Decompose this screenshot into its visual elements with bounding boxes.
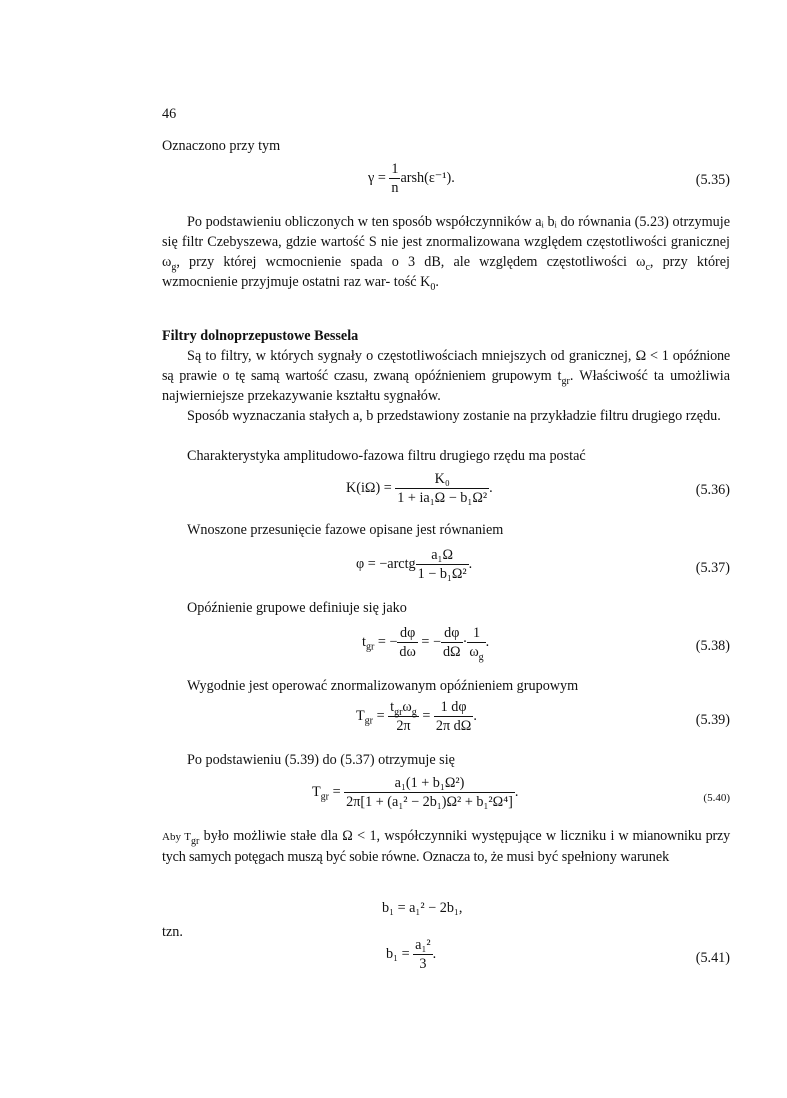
eq539-f1-num2: ω <box>402 699 412 715</box>
eq535-lhs: γ = <box>368 169 390 186</box>
p9-line-3: musi być spełniony warunek <box>506 849 670 865</box>
p9-aby-sub: gr <box>191 835 200 847</box>
eq540-lhs: T <box>312 783 321 800</box>
eq538-f3-den: ω <box>469 644 479 660</box>
paragraph-phase: Wnoszone przesunięcie fazowe opisane jest równaniem <box>187 522 504 538</box>
paragraph-chebyshev <box>162 212 730 292</box>
eq537-fraction <box>416 546 469 583</box>
equation-5-35 <box>368 160 455 197</box>
p2-line-1: Są to filtry, w których sygnały o częstotliwościach mniejszych od granicznej, <box>187 348 632 364</box>
paragraph-characteristic: Charakterystyka amplitudowo-fazowa filtru drugiego rzędu ma postać <box>187 448 586 464</box>
eq538-f2-den: dΩ <box>442 644 461 660</box>
p9-aby: Aby T <box>162 831 191 843</box>
eq536-num: K₀ <box>395 470 489 489</box>
eq538-f1-num: dφ <box>397 624 417 643</box>
equation-number-5-40: (5.40) <box>703 792 730 804</box>
equation-condition: b₁ = a₁² − 2b₁, <box>382 900 463 916</box>
p2-line-3-t: t <box>557 368 562 384</box>
equation-number-5-38: (5.38) <box>695 638 730 654</box>
section-heading: Filtry dolnoprzepustowe Bessela <box>162 328 359 344</box>
p1-line-1: Po podstawieniu obliczonych w ten sposób współczynników aᵢ bᵢ do równania <box>187 214 632 230</box>
intro-line: Oznaczono przy tym <box>162 138 281 154</box>
eq538-eq2: = − <box>417 633 441 650</box>
eq538-lhs-sub: gr <box>365 641 375 653</box>
p9-line-1-rest: było możliwie stałe dla Ω < 1, współczynniki występujące w liczniku <box>199 828 607 844</box>
eq541-den: 3 <box>419 956 427 972</box>
p9-line-2: i w mianowniku przy tych samych potęgach muszą być sobie równe. Oznacza to, że <box>162 828 731 865</box>
eq539-f1-den: 2π <box>396 718 411 734</box>
p1-line-4-rest: , przy której wzmocnienie przyjmuje ostatni raz war- <box>162 254 731 290</box>
eq541-lhs: b₁ = <box>386 945 414 962</box>
eq535-rhs: arsh(ε⁻¹). <box>400 169 455 186</box>
eq538-tail: . <box>485 633 490 650</box>
p3-line-1: Sposób wyznaczania stałych a, b przedstawiony zostanie na przykładzie filtru <box>187 408 629 424</box>
eq535-fraction <box>389 160 400 197</box>
equation-5-39 <box>356 698 477 735</box>
paragraph-substitution: Po podstawieniu (5.39) do (5.37) otrzymuje się <box>187 752 455 768</box>
eq539-lhs: T <box>356 707 365 724</box>
equation-5-36 <box>346 470 493 507</box>
equation-5-38 <box>362 624 489 661</box>
p1-line-5-sub: 0 <box>430 281 436 293</box>
equation-5-41 <box>386 936 436 973</box>
p3-line-2: drugiego rzędu. <box>631 408 721 424</box>
p2-line-3-sub: gr <box>561 375 570 387</box>
eq537-tail: . <box>468 555 473 572</box>
eq541-num: a₁² <box>415 937 431 953</box>
eq539-f1-num-sub: gr <box>394 706 403 718</box>
eq539-fraction-2 <box>434 698 473 735</box>
p1-line-4-sub: c <box>645 261 650 273</box>
eq540-den: 2π[1 + (a₁² − 2b₁)Ω² + b₁²Ω⁴] <box>346 794 513 810</box>
eq536-tail: . <box>489 479 493 496</box>
eq538-eq1: = − <box>374 633 398 650</box>
eq538-fraction-1 <box>397 624 417 661</box>
eq535-den: n <box>391 180 399 196</box>
paragraph-normalized: Wygodnie jest operować znormalizowanym opóźnieniem grupowym <box>187 678 579 694</box>
eq538-f3-den-sub: g <box>478 651 484 663</box>
eq539-tail: . <box>473 707 477 724</box>
p1-line-5-rest: . <box>435 274 439 290</box>
eq536-fraction <box>395 470 489 507</box>
eq539-f1-num2-sub: g <box>411 706 417 718</box>
eq540-lhs-sub: gr <box>320 791 330 803</box>
eq541-fraction <box>413 936 433 973</box>
eq538-fraction-2 <box>441 624 463 661</box>
eq537-den: 1 − b₁Ω² <box>417 566 467 582</box>
p2-line-3: . Właściwość ta umożliwia najwierniejsze przekazywanie kształtu sygnałów. <box>162 368 731 404</box>
paragraph-method <box>162 406 730 426</box>
equation-number-5-36: (5.36) <box>695 482 730 498</box>
eq539-eq1: = <box>373 707 389 724</box>
equation-number-5-37: (5.37) <box>695 560 730 576</box>
p1-line-3-sub: g <box>171 261 177 273</box>
paragraph-group-delay: Opóźnienie grupowe definiuje się jako <box>187 600 407 616</box>
p1-line-2: (5.23) otrzymuje się filtr Czebyszewa, gdzie wartość S nie jest znormalizowana <box>162 214 730 250</box>
page-number: 46 <box>162 106 177 122</box>
eq539-f2-den: 2π dΩ <box>435 718 472 734</box>
eq540-fraction <box>344 774 515 811</box>
paragraph-condition <box>162 826 730 867</box>
p1-line-3: względem częstotliwości granicznej ω <box>162 234 730 270</box>
p1-line-4: względem częstotliwości ω <box>479 254 646 270</box>
eq537-lhs: φ = −arctg <box>356 555 416 572</box>
eq537-num: a₁Ω <box>416 546 469 565</box>
eq539-fraction-1 <box>388 698 419 735</box>
eq541-tail: . <box>432 945 437 962</box>
eq539-f2-num: 1 dφ <box>434 698 473 717</box>
eq538-dot: · <box>462 633 468 650</box>
equation-5-40 <box>312 774 518 811</box>
eq539-lhs-sub: gr <box>364 715 374 727</box>
eq538-fraction-3 <box>467 624 485 661</box>
eq536-lhs: K(iΩ) = <box>346 479 396 496</box>
p1-line-3-rest: , przy której wcmocnienie spada o 3 dB, ale <box>176 254 471 270</box>
eq538-f3-num: 1 <box>467 624 485 643</box>
eq539-eq2: = <box>418 707 434 724</box>
eq540-num: a₁(1 + b₁Ω²) <box>344 774 515 793</box>
paragraph-bessel <box>162 346 730 406</box>
p2-line-2: Ω < 1 opóźnione są prawie o tę samą wartość czasu, zwaną opóźnieniem grupowym <box>162 348 730 384</box>
equation-number-5-35: (5.35) <box>695 172 730 188</box>
eq539-f1-num: t <box>390 699 395 715</box>
p1-line-5: tość K <box>393 274 431 290</box>
eq538-f1-den: dω <box>399 644 416 660</box>
eq538-lhs: t <box>362 633 366 650</box>
eq540-tail: . <box>514 783 519 800</box>
eq540-eq: = <box>329 783 345 800</box>
equation-number-5-41: (5.41) <box>695 950 730 966</box>
eq538-f2-num: dφ <box>441 624 463 643</box>
tzn-label: tzn. <box>162 924 183 940</box>
eq535-num: 1 <box>391 161 399 177</box>
eq536-den: 1 + ia₁Ω − b₁Ω² <box>397 490 488 506</box>
equation-number-5-39: (5.39) <box>695 712 730 728</box>
equation-5-37 <box>356 546 472 583</box>
